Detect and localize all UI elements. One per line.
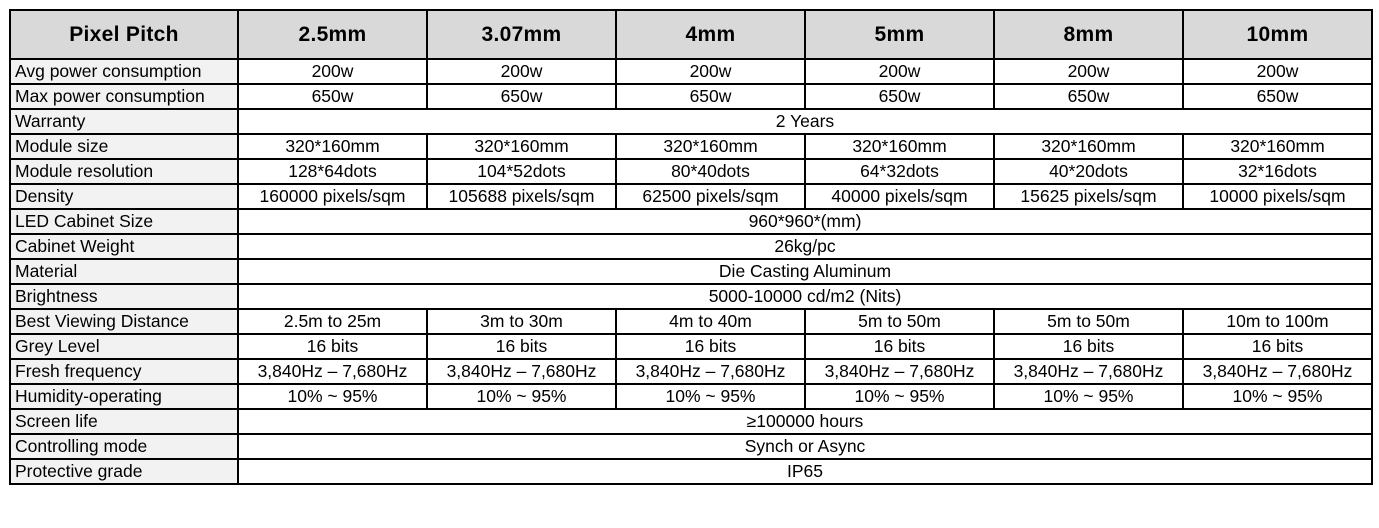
row-value-cell: 4m to 40m (616, 309, 805, 334)
row-value-cell: 320*160mm (616, 134, 805, 159)
header-cell-4mm: 4mm (616, 10, 805, 59)
table-row (10, 259, 1372, 284)
row-label: Screen life (10, 409, 238, 434)
row-value-cell: 200w (994, 59, 1183, 84)
row-value-cell: 10m to 100m (1183, 309, 1372, 334)
row-value-cell: 3,840Hz – 7,680Hz (994, 359, 1183, 384)
row-label: Density (10, 184, 238, 209)
table-row (10, 434, 1372, 459)
row-label: LED Cabinet Size (10, 209, 238, 234)
row-value-cell: 200w (616, 59, 805, 84)
table-row (10, 384, 1372, 409)
row-value-cell: 5m to 50m (994, 309, 1183, 334)
row-value-cell: 10% ~ 95% (616, 384, 805, 409)
row-value-cell: 320*160mm (427, 134, 616, 159)
row-value-cell: 320*160mm (994, 134, 1183, 159)
row-value-cell: 16 bits (427, 334, 616, 359)
row-label: Grey Level (10, 334, 238, 359)
row-value-cell: 10000 pixels/sqm (1183, 184, 1372, 209)
row-value-cell: 40000 pixels/sqm (805, 184, 994, 209)
row-value-cell: 16 bits (994, 334, 1183, 359)
row-value-cell: 3m to 30m (427, 309, 616, 334)
row-label: Protective grade (10, 459, 238, 484)
row-value-merged: ≥100000 hours (238, 409, 1372, 434)
spec-table (9, 9, 1373, 485)
row-value-cell: 104*52dots (427, 159, 616, 184)
row-value-cell: 200w (1183, 59, 1372, 84)
row-label: Brightness (10, 284, 238, 309)
row-label: Cabinet Weight (10, 234, 238, 259)
row-value-cell: 62500 pixels/sqm (616, 184, 805, 209)
row-value-cell: 2.5m to 25m (238, 309, 427, 334)
row-value-merged: 5000-10000 cd/m2 (Nits) (238, 284, 1372, 309)
row-label: Module resolution (10, 159, 238, 184)
row-value-merged: 2 Years (238, 109, 1372, 134)
row-value-cell: 320*160mm (805, 134, 994, 159)
row-value-cell: 16 bits (805, 334, 994, 359)
header-cell-pixel-pitch: Pixel Pitch (10, 10, 238, 59)
table-row (10, 334, 1372, 359)
row-label: Warranty (10, 109, 238, 134)
row-value-cell: 40*20dots (994, 159, 1183, 184)
row-label: Module size (10, 134, 238, 159)
row-value-merged: Synch or Async (238, 434, 1372, 459)
table-row (10, 159, 1372, 184)
row-value-cell: 320*160mm (1183, 134, 1372, 159)
table-row (10, 184, 1372, 209)
row-value-cell: 650w (994, 84, 1183, 109)
header-cell-3-07mm: 3.07mm (427, 10, 616, 59)
row-value-cell: 80*40dots (616, 159, 805, 184)
row-value-cell: 3,840Hz – 7,680Hz (805, 359, 994, 384)
row-value-cell: 650w (1183, 84, 1372, 109)
row-value-merged: 960*960*(mm) (238, 209, 1372, 234)
row-value-cell: 160000 pixels/sqm (238, 184, 427, 209)
row-value-merged: 26kg/pc (238, 234, 1372, 259)
header-row (10, 10, 1372, 59)
table-row (10, 109, 1372, 134)
row-label: Max power consumption (10, 84, 238, 109)
table-row (10, 359, 1372, 384)
row-label: Avg power consumption (10, 59, 238, 84)
row-value-cell: 3,840Hz – 7,680Hz (1183, 359, 1372, 384)
table-body (10, 59, 1372, 484)
row-value-cell: 10% ~ 95% (805, 384, 994, 409)
table-row (10, 134, 1372, 159)
row-label: Humidity-operating (10, 384, 238, 409)
table-row (10, 209, 1372, 234)
row-value-cell: 105688 pixels/sqm (427, 184, 616, 209)
row-value-cell: 10% ~ 95% (427, 384, 616, 409)
row-value-cell: 16 bits (1183, 334, 1372, 359)
row-label: Best Viewing Distance (10, 309, 238, 334)
row-value-cell: 32*16dots (1183, 159, 1372, 184)
row-value-cell: 200w (805, 59, 994, 84)
row-value-merged: IP65 (238, 459, 1372, 484)
row-value-cell: 64*32dots (805, 159, 994, 184)
table-header (10, 10, 1372, 59)
row-value-cell: 650w (238, 84, 427, 109)
row-value-cell: 650w (427, 84, 616, 109)
row-value-cell: 650w (805, 84, 994, 109)
row-value-cell: 200w (427, 59, 616, 84)
row-value-cell: 3,840Hz – 7,680Hz (427, 359, 616, 384)
table-row (10, 309, 1372, 334)
row-value-cell: 10% ~ 95% (994, 384, 1183, 409)
row-value-cell: 10% ~ 95% (1183, 384, 1372, 409)
table-row (10, 409, 1372, 434)
row-value-cell: 16 bits (616, 334, 805, 359)
row-value-cell: 3,840Hz – 7,680Hz (616, 359, 805, 384)
row-value-cell: 200w (238, 59, 427, 84)
header-cell-8mm: 8mm (994, 10, 1183, 59)
table-row (10, 284, 1372, 309)
row-value-cell: 10% ~ 95% (238, 384, 427, 409)
row-value-merged: Die Casting Aluminum (238, 259, 1372, 284)
table-row (10, 84, 1372, 109)
table-row (10, 234, 1372, 259)
row-value-cell: 128*64dots (238, 159, 427, 184)
row-value-cell: 320*160mm (238, 134, 427, 159)
table-row (10, 59, 1372, 84)
row-value-cell: 5m to 50m (805, 309, 994, 334)
row-label: Material (10, 259, 238, 284)
header-cell-5mm: 5mm (805, 10, 994, 59)
row-label: Fresh frequency (10, 359, 238, 384)
header-cell-10mm: 10mm (1183, 10, 1372, 59)
header-cell-2-5mm: 2.5mm (238, 10, 427, 59)
row-value-cell: 16 bits (238, 334, 427, 359)
row-value-cell: 650w (616, 84, 805, 109)
row-label: Controlling mode (10, 434, 238, 459)
table-row (10, 459, 1372, 484)
row-value-cell: 3,840Hz – 7,680Hz (238, 359, 427, 384)
row-value-cell: 15625 pixels/sqm (994, 184, 1183, 209)
